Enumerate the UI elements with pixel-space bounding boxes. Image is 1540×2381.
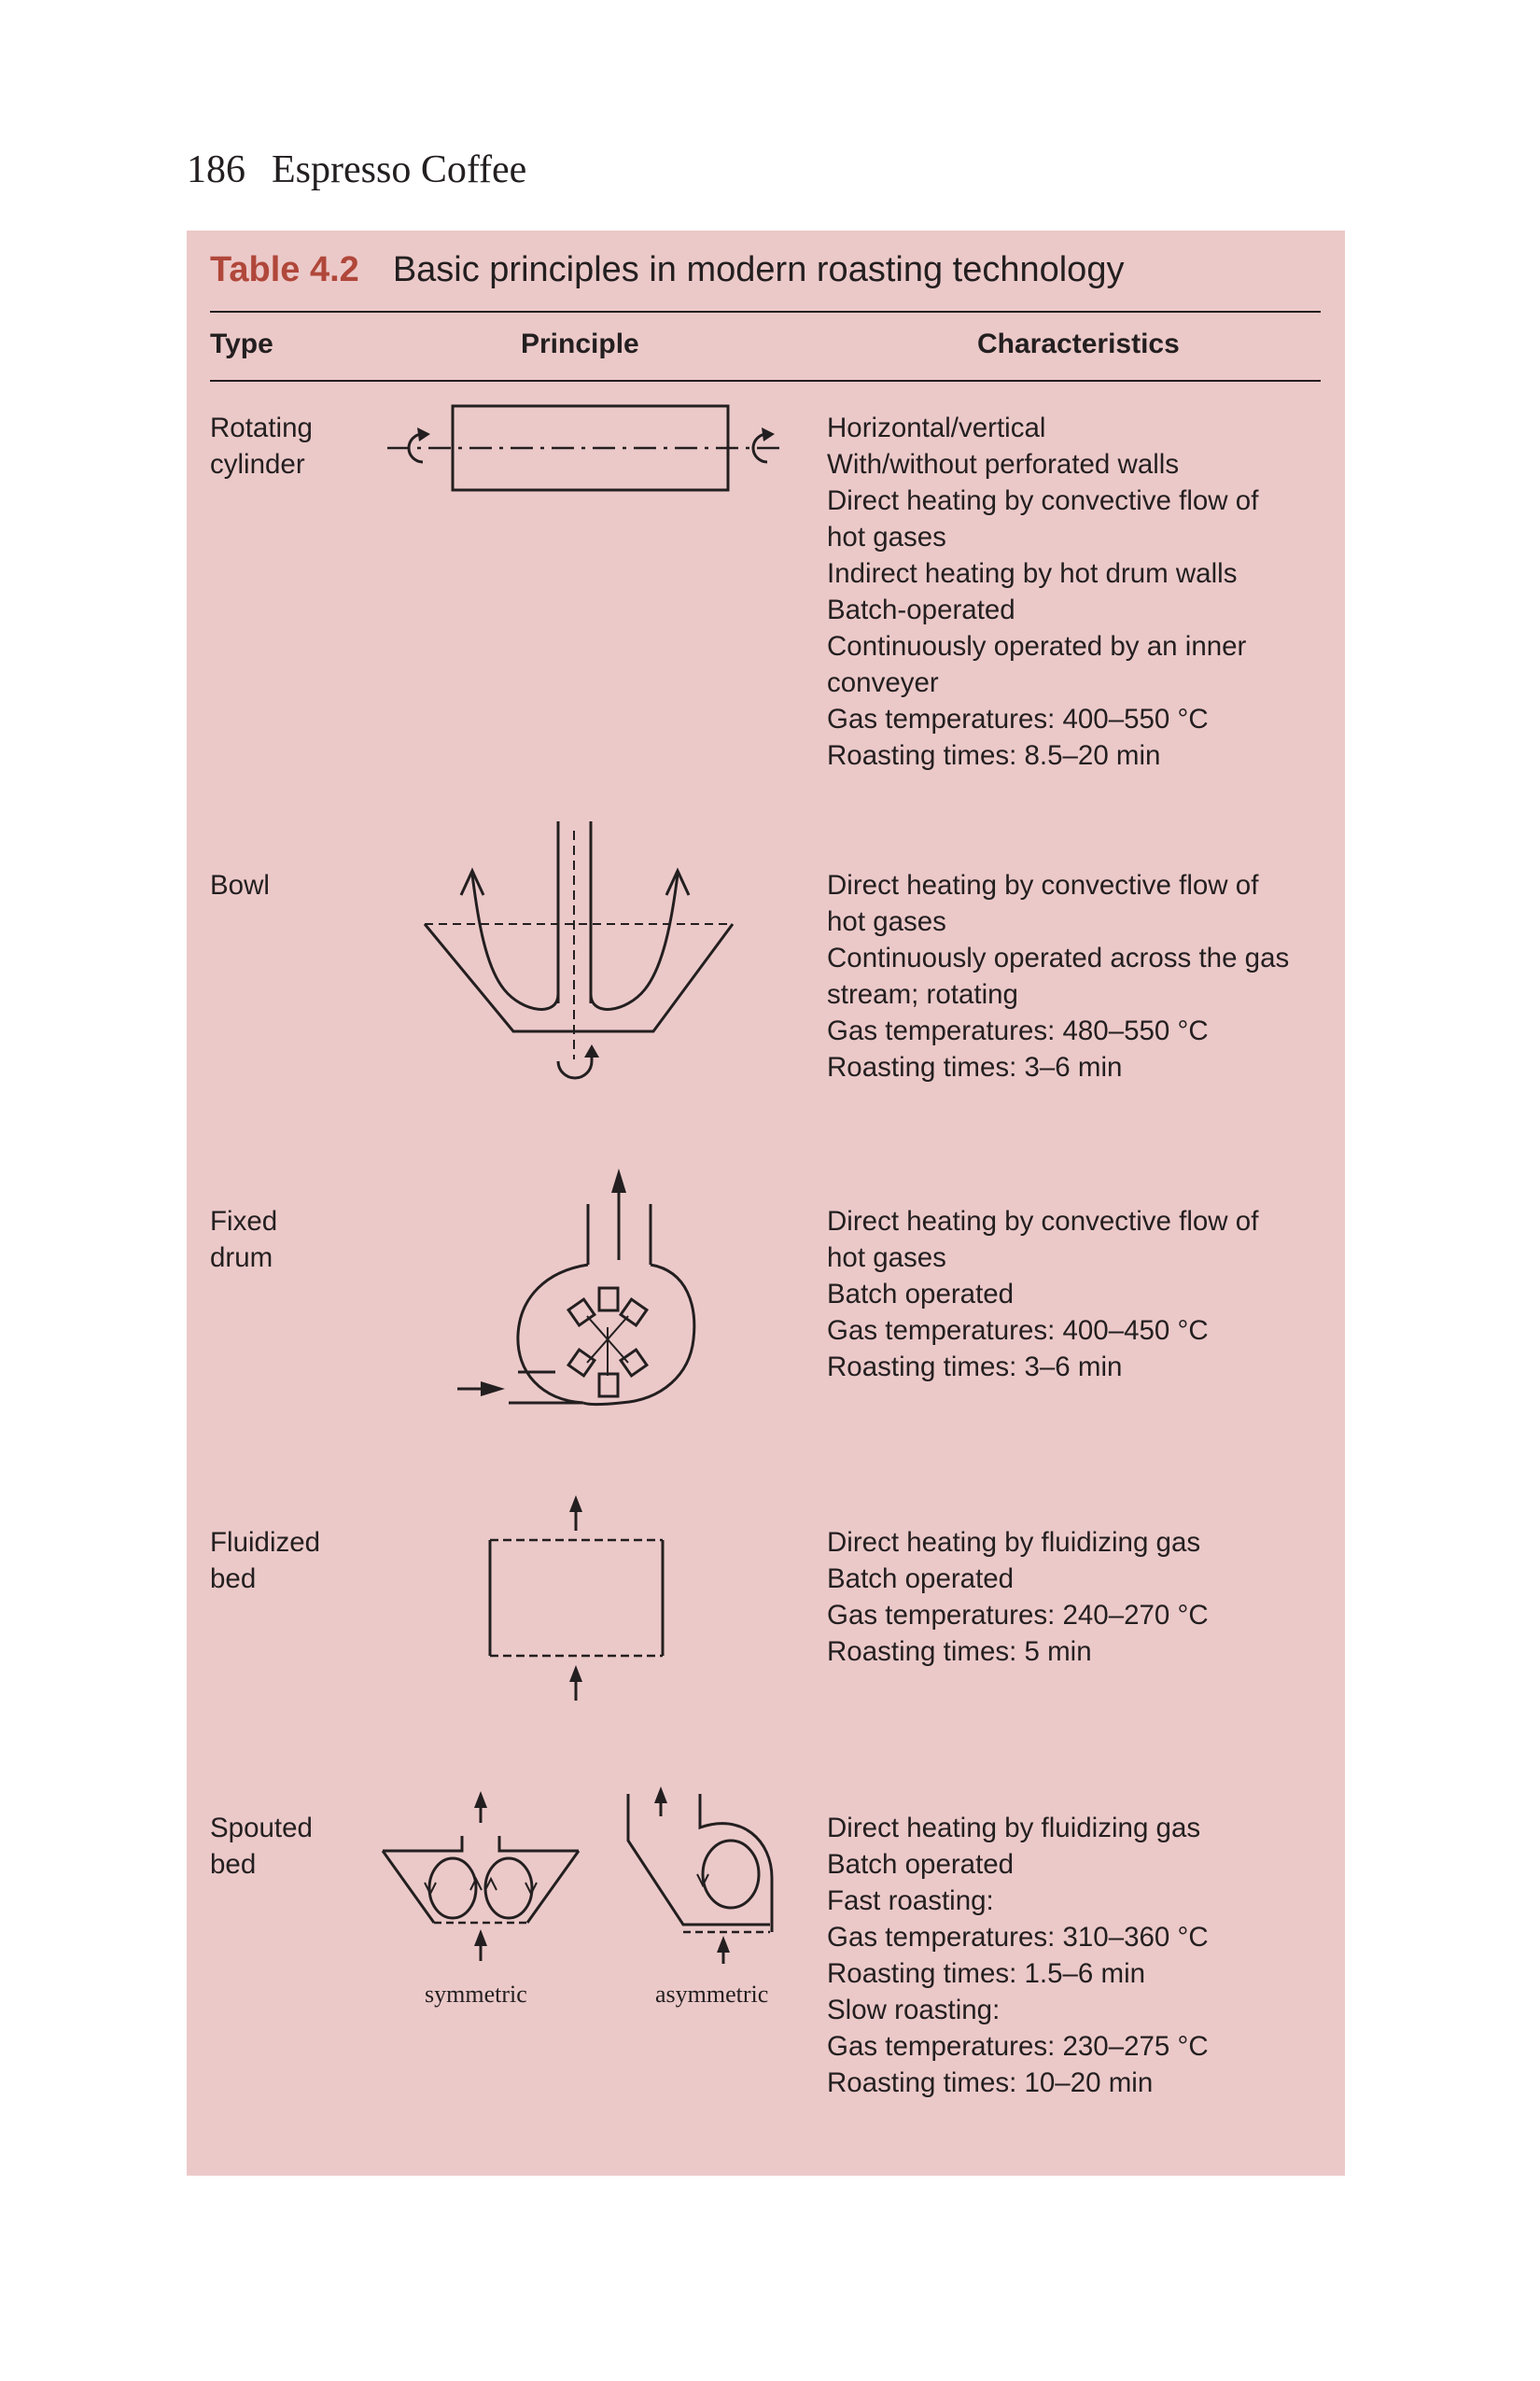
char-line: Gas temperatures: 230–275 °C xyxy=(827,2031,1209,2062)
type-line: Rotating xyxy=(210,413,313,443)
char-line: Fast roasting: xyxy=(827,1885,994,1916)
header-type: Type xyxy=(210,329,273,359)
char-line: hot gases xyxy=(827,1242,946,1273)
char-line: Roasting times: 8.5–20 min xyxy=(827,740,1161,771)
book-title: Espresso Coffee xyxy=(272,148,527,191)
row-type-fluidized-bed xyxy=(210,1524,320,1597)
type-line: Spouted xyxy=(210,1813,313,1843)
char-line: Batch-operated xyxy=(827,595,1015,625)
char-line: Slow roasting: xyxy=(827,1995,1001,2025)
char-line: Gas temperatures: 400–550 °C xyxy=(827,704,1209,735)
char-line: Direct heating by fluidizing gas xyxy=(827,1527,1201,1558)
header-principle: Principle xyxy=(521,329,639,359)
char-line: Roasting times: 1.5–6 min xyxy=(827,1958,1146,1989)
char-line: Batch operated xyxy=(827,1279,1015,1310)
rotating-cylinder-diagram xyxy=(378,397,789,499)
page-number: 186 xyxy=(187,148,245,191)
diagram-label-asymmetric: asymmetric xyxy=(655,1981,769,2008)
spouted-bed-symmetric-diagram xyxy=(378,1789,583,1967)
char-line: Roasting times: 10–20 min xyxy=(827,2067,1154,2098)
type-line: bed xyxy=(210,1563,257,1594)
fixed-drum-diagram xyxy=(453,1167,705,1419)
header-characteristics: Characteristics xyxy=(977,329,1180,359)
char-line: conveyer xyxy=(827,667,939,698)
type-line: Bowl xyxy=(210,870,270,901)
char-line: Direct heating by convective flow of xyxy=(827,1206,1259,1237)
char-line: Gas temperatures: 310–360 °C xyxy=(827,1922,1209,1953)
char-line: Roasting times: 3–6 min xyxy=(827,1352,1123,1382)
table-title: Basic principles in modern roasting technology xyxy=(392,250,1125,289)
char-line: Horizontal/vertical xyxy=(827,413,1046,443)
char-line: Direct heating by fluidizing gas xyxy=(827,1813,1201,1843)
bowl-diagram xyxy=(420,817,737,1101)
row-type-fixed-drum xyxy=(210,1203,277,1276)
type-line: Fixed xyxy=(210,1206,278,1237)
running-head xyxy=(187,147,526,192)
table-caption xyxy=(210,250,1124,290)
char-line: stream; rotating xyxy=(827,979,1018,1010)
row-characteristics-spouted-bed xyxy=(827,1810,1331,2101)
row-characteristics-fluidized-bed xyxy=(827,1524,1331,1670)
char-line: Continuously operated across the gas xyxy=(827,943,1290,973)
char-line: Gas temperatures: 240–270 °C xyxy=(827,1600,1209,1631)
header-rule xyxy=(210,380,1321,382)
char-line: Continuously operated by an inner xyxy=(827,631,1247,662)
top-rule xyxy=(210,311,1321,313)
char-line: Gas temperatures: 400–450 °C xyxy=(827,1315,1209,1346)
char-line: hot gases xyxy=(827,906,946,937)
type-line: drum xyxy=(210,1242,273,1273)
char-line: Direct heating by convective flow of xyxy=(827,485,1259,516)
row-characteristics-bowl xyxy=(827,867,1331,1085)
char-line: Indirect heating by hot drum walls xyxy=(827,558,1238,589)
row-type-spouted-bed xyxy=(210,1810,313,1883)
table-number: Table 4.2 xyxy=(210,250,359,289)
diagram-label-symmetric: symmetric xyxy=(425,1981,527,2008)
char-line: Roasting times: 5 min xyxy=(827,1636,1092,1667)
char-line: hot gases xyxy=(827,522,946,553)
type-line: bed xyxy=(210,1849,257,1880)
spouted-bed-asymmetric-diagram xyxy=(621,1785,779,1967)
char-line: Batch operated xyxy=(827,1563,1015,1594)
row-type-rotating-cylinder xyxy=(210,410,313,483)
char-line: With/without perforated walls xyxy=(827,449,1180,480)
char-line: Direct heating by convective flow of xyxy=(827,870,1259,901)
type-line: Fluidized xyxy=(210,1527,321,1558)
char-line: Batch operated xyxy=(827,1849,1015,1880)
char-line: Roasting times: 3–6 min xyxy=(827,1052,1123,1083)
type-line: cylinder xyxy=(210,449,305,480)
fluidized-bed-diagram xyxy=(481,1493,677,1703)
char-line: Gas temperatures: 480–550 °C xyxy=(827,1015,1209,1046)
row-type-bowl xyxy=(210,867,270,903)
row-characteristics-rotating-cylinder xyxy=(827,410,1331,774)
row-characteristics-fixed-drum xyxy=(827,1203,1331,1385)
